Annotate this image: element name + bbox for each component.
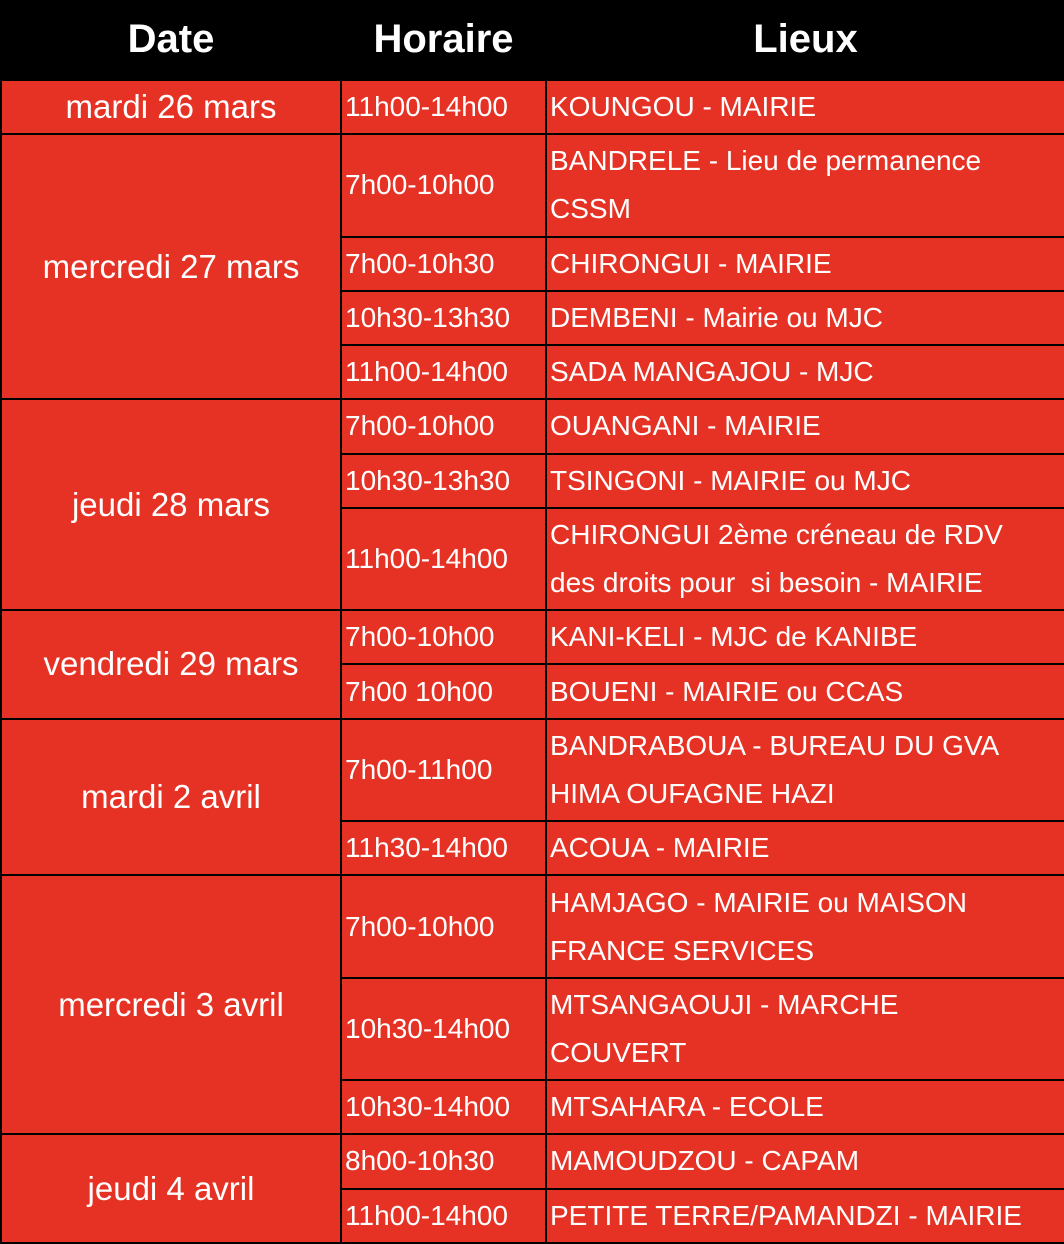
header-row [1,0,1064,80]
place-cell: TSINGONI - MAIRIE ou MJC [546,454,1064,508]
table-row [1,719,1064,821]
place-cell: KOUNGOU - MAIRIE [546,80,1064,134]
place-cell: SADA MANGAJOU - MJC [546,345,1064,399]
time-cell: 11h30-14h00 [341,821,546,875]
place-cell: MTSAHARA - ECOLE [546,1080,1064,1134]
table-body [1,80,1064,1243]
date-cell: mercredi 27 mars [1,134,341,399]
time-cell: 10h30-13h30 [341,454,546,508]
place-cell: MTSANGAOUJI - MARCHE COUVERT [546,978,1064,1080]
table-row [1,399,1064,453]
place-cell: BANDRELE - Lieu de permanence CSSM [546,134,1064,236]
place-cell: CHIRONGUI - MAIRIE [546,237,1064,291]
time-cell: 7h00-10h30 [341,237,546,291]
time-cell: 7h00-10h00 [341,875,546,977]
date-cell: mercredi 3 avril [1,875,341,1134]
time-cell: 7h00-10h00 [341,134,546,236]
time-cell: 11h00-14h00 [341,345,546,399]
time-cell: 7h00-10h00 [341,399,546,453]
time-cell: 8h00-10h30 [341,1134,546,1188]
table-row [1,134,1064,236]
place-cell: CHIRONGUI 2ème créneau de RDV des droits pour si besoin - MAIRIE [546,508,1064,610]
header-date: Date [1,0,341,80]
place-cell: PETITE TERRE/PAMANDZI - MAIRIE [546,1189,1064,1243]
time-cell: 11h00-14h00 [341,80,546,134]
header-place: Lieux [546,0,1064,80]
time-cell: 7h00-11h00 [341,719,546,821]
time-cell: 10h30-14h00 [341,978,546,1080]
time-cell: 7h00 10h00 [341,664,546,718]
table-row [1,1134,1064,1188]
place-cell: MAMOUDZOU - CAPAM [546,1134,1064,1188]
time-cell: 10h30-14h00 [341,1080,546,1134]
date-cell: vendredi 29 mars [1,610,341,718]
place-cell: KANI-KELI - MJC de KANIBE [546,610,1064,664]
time-cell: 11h00-14h00 [341,1189,546,1243]
date-cell: mardi 26 mars [1,80,341,134]
date-cell: jeudi 28 mars [1,399,341,610]
header-time: Horaire [341,0,546,80]
table-row [1,610,1064,664]
table-row [1,875,1064,977]
time-cell: 11h00-14h00 [341,508,546,610]
table-header [1,0,1064,80]
table-row [1,80,1064,134]
time-cell: 7h00-10h00 [341,610,546,664]
date-cell: jeudi 4 avril [1,1134,341,1243]
time-cell: 10h30-13h30 [341,291,546,345]
date-cell: mardi 2 avril [1,719,341,876]
place-cell: HAMJAGO - MAIRIE ou MAISON FRANCE SERVICES [546,875,1064,977]
place-cell: BOUENI - MAIRIE ou CCAS [546,664,1064,718]
place-cell: ACOUA - MAIRIE [546,821,1064,875]
place-cell: BANDRABOUA - BUREAU DU GVA HIMA OUFAGNE HAZI [546,719,1064,821]
place-cell: OUANGANI - MAIRIE [546,399,1064,453]
place-cell: DEMBENI - Mairie ou MJC [546,291,1064,345]
